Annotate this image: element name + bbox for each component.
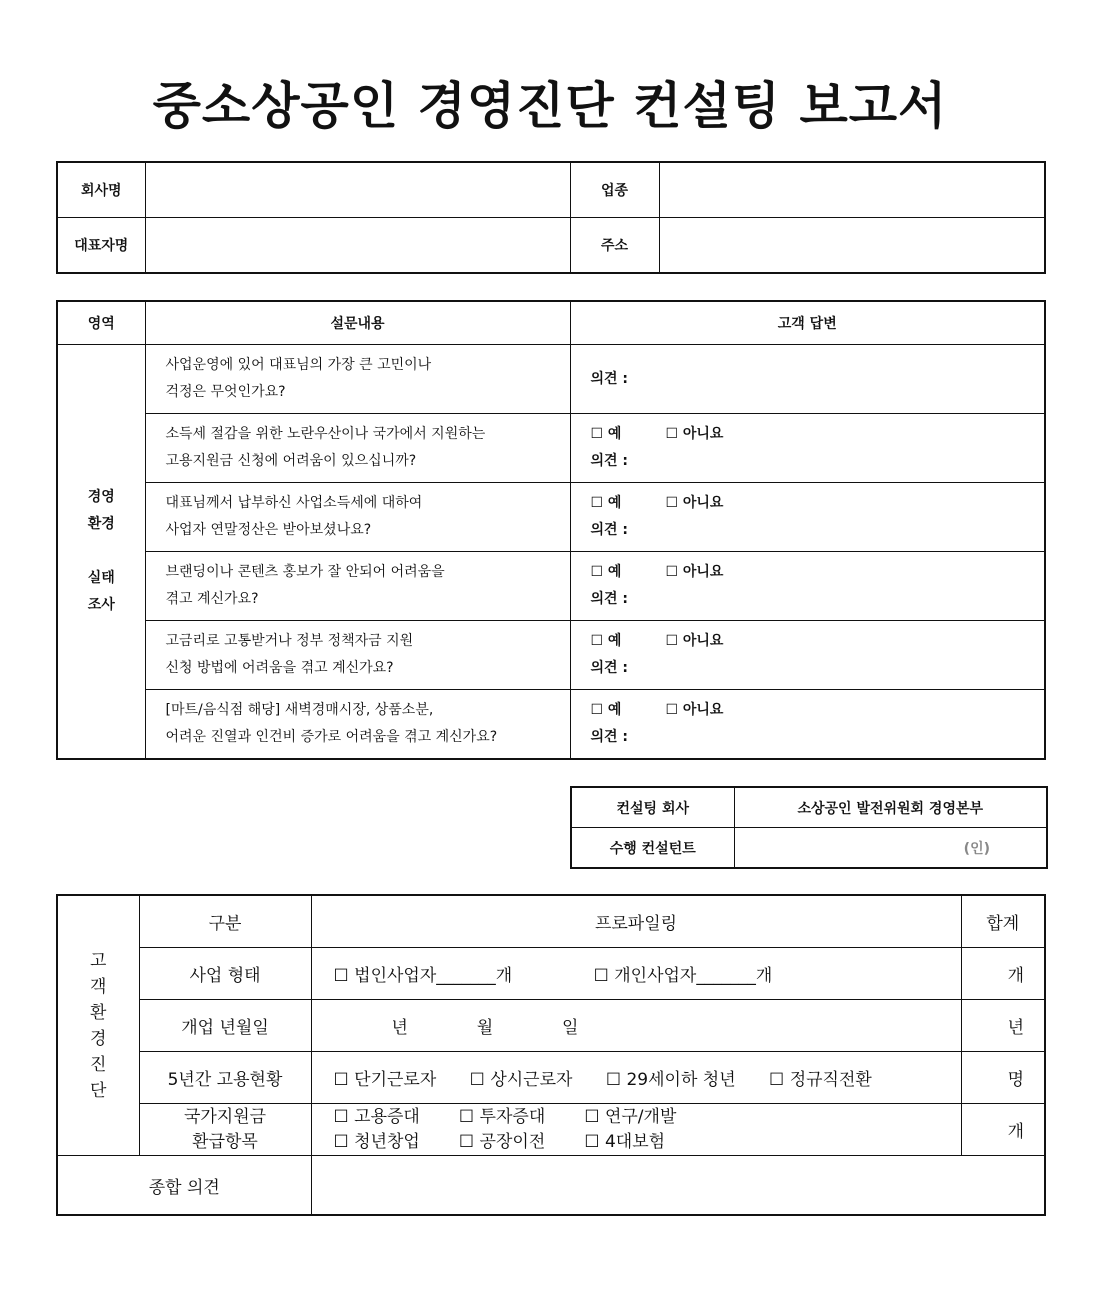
no-checkbox[interactable]: ☐ 아니요: [665, 702, 724, 718]
answer-cell: [570, 414, 1045, 483]
answer-header: 고객 답변: [570, 301, 1045, 345]
total-header: 합계: [961, 895, 1045, 948]
question-line: 사업자 연말정산은 받아보셨나요?: [165, 522, 372, 538]
address-label: 주소: [570, 218, 659, 274]
question-line: 고용지원금 신청에 어려움이 있으십니까?: [165, 453, 417, 469]
side-label-char: 경: [90, 1028, 107, 1049]
question-cell: [145, 690, 570, 760]
day-label: 일: [562, 1018, 579, 1038]
subsidy-cell: [311, 1104, 961, 1156]
opinion-label[interactable]: 의견 :: [590, 522, 629, 538]
business-type-label: 사업 형태: [139, 948, 311, 1000]
investment-increase-checkbox[interactable]: ☐ 투자증대: [458, 1106, 546, 1127]
question-line: [마트/음식점 해당] 새벽경매시장, 상품소분,: [165, 702, 434, 718]
side-label-char: 고: [90, 950, 107, 971]
factory-relocation-checkbox[interactable]: ☐ 공장이전: [458, 1131, 546, 1152]
youth-startup-checkbox[interactable]: ☐ 청년창업: [333, 1131, 420, 1152]
area-header: 영역: [57, 301, 145, 345]
corporate-checkbox[interactable]: ☐ 법인사업자_______개: [333, 966, 513, 986]
question-cell: [145, 345, 570, 414]
business-type-cell: [311, 948, 961, 1000]
area-line: 실태: [87, 570, 115, 586]
yes-checkbox[interactable]: ☐ 예: [590, 702, 622, 718]
year-label: 년: [391, 1018, 408, 1038]
question-line: 대표님께서 납부하신 사업소득세에 대하여: [165, 495, 423, 511]
consulting-company-value: 소상공인 발전위원회 경영본부: [734, 787, 1047, 828]
rnd-checkbox[interactable]: ☐ 연구/개발: [584, 1106, 677, 1127]
subsidy-label-line: 국가지원금: [183, 1106, 267, 1127]
question-line: 브랜딩이나 콘텐츠 홍보가 잘 안되어 어려움을: [165, 564, 445, 580]
area-line: 조사: [87, 597, 115, 613]
category-header: 구분: [139, 895, 311, 948]
no-checkbox[interactable]: ☐ 아니요: [665, 633, 724, 649]
company-name-field[interactable]: [145, 162, 570, 218]
answer-cell[interactable]: [570, 345, 1045, 414]
founding-date-cell[interactable]: [311, 1000, 961, 1052]
question-cell: [145, 414, 570, 483]
side-label-char: 환: [90, 1002, 107, 1023]
side-label-char: 객: [90, 976, 107, 997]
question-cell: [145, 483, 570, 552]
yes-checkbox[interactable]: ☐ 예: [590, 426, 622, 442]
question-line: 신청 방법에 어려움을 겪고 계신가요?: [165, 660, 394, 676]
question-cell: [145, 621, 570, 690]
survey-area-cell: [57, 345, 145, 760]
address-field[interactable]: [659, 218, 1045, 274]
opinion-label[interactable]: 의견 :: [590, 591, 629, 607]
business-type-total[interactable]: 개: [961, 948, 1045, 1000]
overall-opinion-field[interactable]: [311, 1156, 1045, 1216]
ceo-name-label: 대표자명: [57, 218, 145, 274]
consulting-company-label: 컨설팅 회사: [571, 787, 734, 828]
answer-cell: [570, 621, 1045, 690]
regular-worker-checkbox[interactable]: ☐ 상시근로자: [469, 1070, 573, 1090]
question-line: 겪고 계신가요?: [165, 591, 259, 607]
question-line: 걱정은 무엇인가요?: [165, 384, 286, 400]
no-checkbox[interactable]: ☐ 아니요: [665, 564, 724, 580]
subsidy-label: [139, 1104, 311, 1156]
area-line: 경영: [87, 489, 115, 505]
profiling-header: 프로파일링: [311, 895, 961, 948]
opinion-label[interactable]: 의견 :: [590, 660, 629, 676]
founding-date-label: 개업 년월일: [139, 1000, 311, 1052]
question-cell: [145, 552, 570, 621]
company-name-label: 회사명: [57, 162, 145, 218]
subsidy-total[interactable]: 개: [961, 1104, 1045, 1156]
question-line: 소득세 절감을 위한 노란우산이나 국가에서 지원하는: [165, 426, 486, 442]
employment-label: 5년간 고용현황: [139, 1052, 311, 1104]
company-info-table: [56, 161, 1046, 274]
individual-checkbox[interactable]: ☐ 개인사업자_______개: [593, 966, 773, 986]
subsidy-label-line: 환급항목: [192, 1131, 258, 1152]
answer-cell: [570, 552, 1045, 621]
yes-checkbox[interactable]: ☐ 예: [590, 495, 622, 511]
question-line: 사업운영에 있어 대표님의 가장 큰 고민이나: [165, 357, 432, 373]
survey-table: [56, 300, 1046, 760]
question-line: 어려운 진열과 인건비 증가로 어려움을 겪고 계신가요?: [165, 729, 498, 745]
month-label: 월: [476, 1018, 494, 1038]
employment-total[interactable]: 명: [961, 1052, 1045, 1104]
question-line: 고금리로 고통받거나 정부 정책자금 지원: [165, 633, 414, 649]
permanent-conversion-checkbox[interactable]: ☐ 정규직전환: [769, 1070, 872, 1090]
consultant-seal-field[interactable]: (인): [734, 828, 1047, 869]
answer-cell: [570, 690, 1045, 760]
short-term-worker-checkbox[interactable]: ☐ 단기근로자: [333, 1070, 437, 1090]
yes-checkbox[interactable]: ☐ 예: [590, 633, 622, 649]
consultant-label: 수행 컨설턴트: [571, 828, 734, 869]
yes-checkbox[interactable]: ☐ 예: [590, 564, 622, 580]
no-checkbox[interactable]: ☐ 아니요: [665, 426, 724, 442]
area-line: 환경: [87, 516, 115, 532]
employment-cell: [311, 1052, 961, 1104]
social-insurance-checkbox[interactable]: ☐ 4대보험: [584, 1131, 666, 1152]
profile-table: [56, 894, 1046, 1216]
question-header: 설문내용: [145, 301, 570, 345]
side-label-char: 단: [90, 1080, 107, 1101]
opinion-label[interactable]: 의견 :: [590, 729, 629, 745]
side-label-char: 진: [90, 1054, 107, 1075]
opinion-label[interactable]: 의견 :: [590, 453, 629, 469]
employment-increase-checkbox[interactable]: ☐ 고용증대: [333, 1106, 420, 1127]
youth-checkbox[interactable]: ☐ 29세이하 청년: [605, 1070, 736, 1090]
founding-total[interactable]: 년: [961, 1000, 1045, 1052]
overall-opinion-label: 종합 의견: [57, 1156, 311, 1216]
page-title: 중소상공인 경영진단 컨설팅 보고서: [152, 77, 948, 135]
ceo-name-field[interactable]: [145, 218, 570, 274]
no-checkbox[interactable]: ☐ 아니요: [665, 495, 724, 511]
consulting-table: [570, 786, 1048, 869]
industry-field[interactable]: [659, 162, 1045, 218]
answer-cell: [570, 483, 1045, 552]
industry-label: 업종: [570, 162, 659, 218]
opinion-label: 의견 :: [590, 370, 629, 387]
customer-environment-diagnosis-label: [57, 895, 139, 1156]
